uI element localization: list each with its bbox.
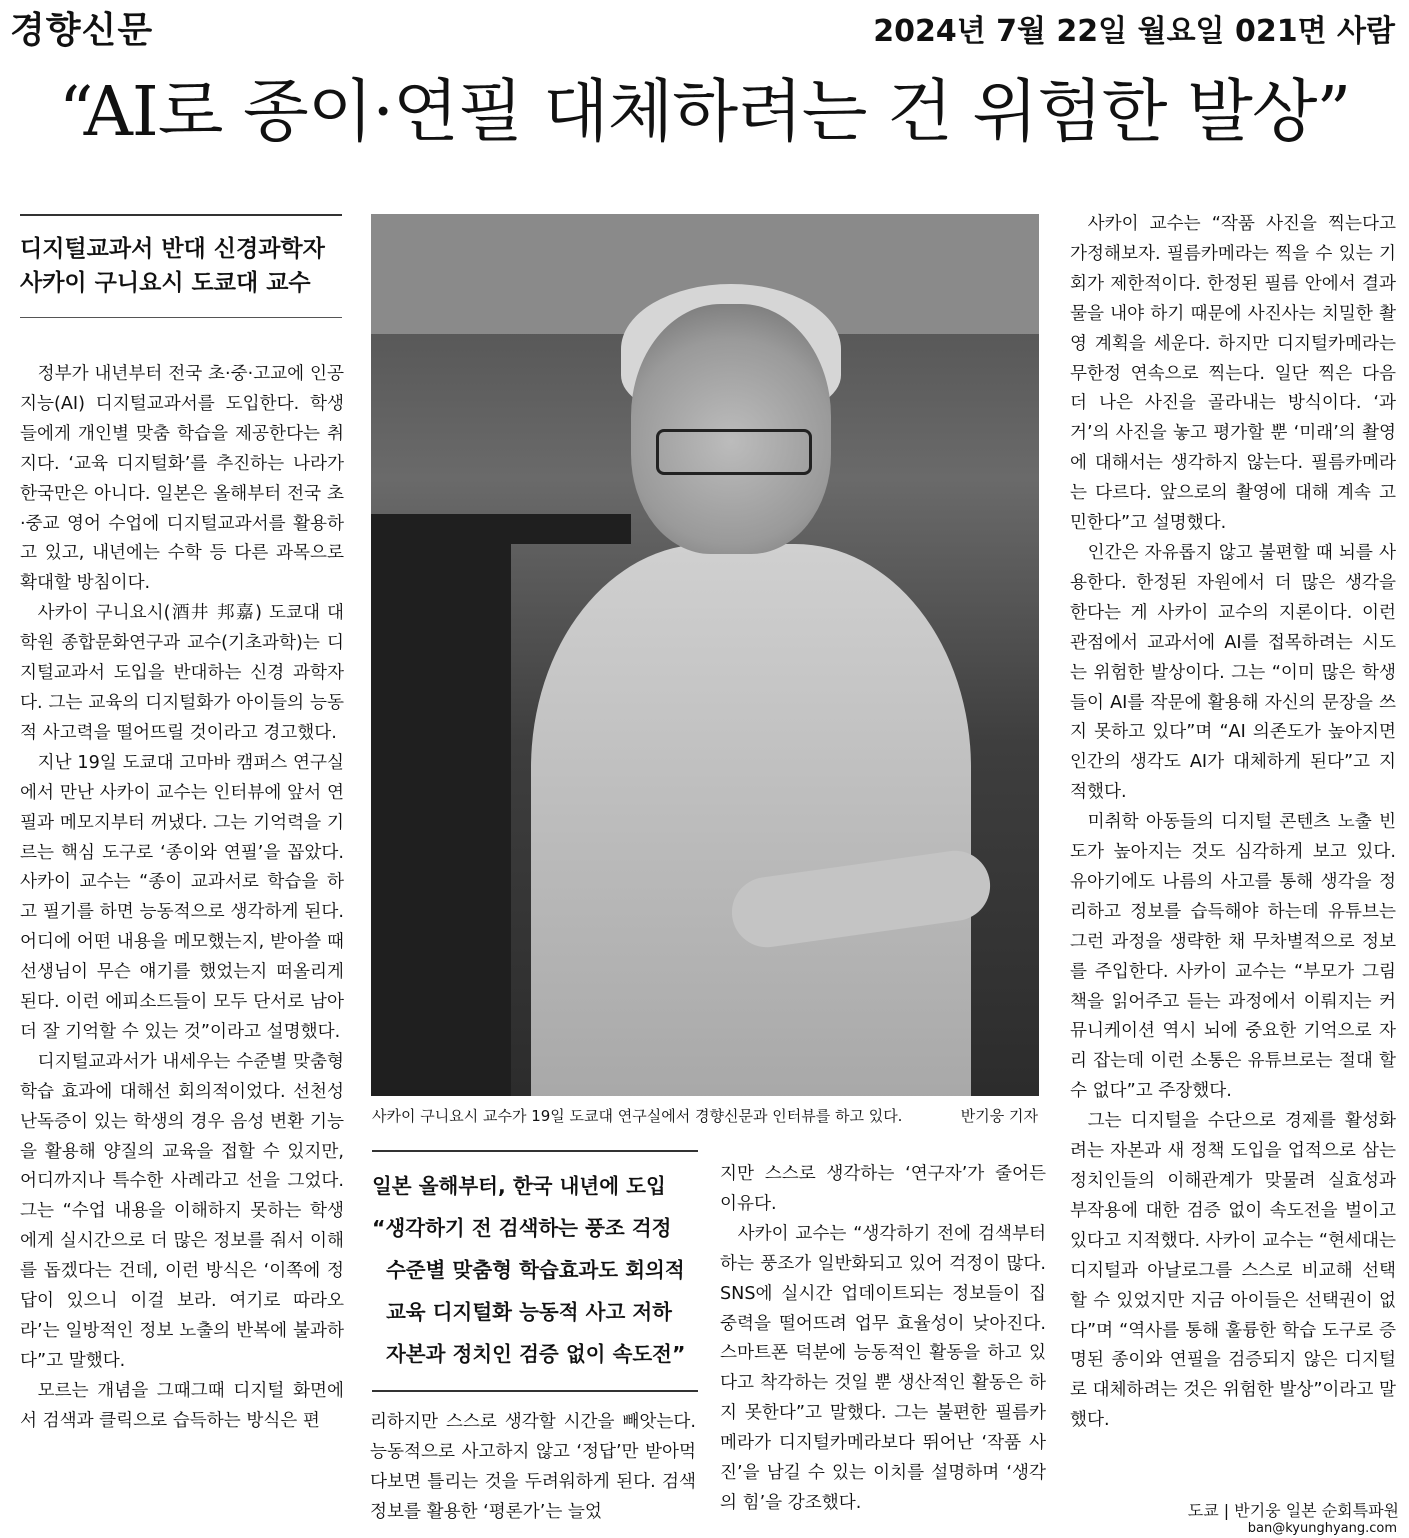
paragraph: 미취학 아동들의 디지털 콘텐츠 노출 빈도가 높아지는 것도 심각하게 보고 있다. 유아기에도 나름의 사고를 통해 생각을 정리하고 정보를 습득해야 하는데 유튜브는 그런 과정을 생략한 채 무차별적으로 정보를 주입한다. 사카이 교수는 “부모가 그림책을 읽어주고 듣는 과정에서 이뤄지는 커뮤니케이션 역시 뇌에 중요한 기억으로 자리 잡는데 이런 소통은 유튜브로는 절대 할 수 없다”고 주장했다. — [1070, 812, 1396, 1102]
pullquote-line: 수준별 맞춤형 학습효과도 회의적 — [386, 1258, 685, 1282]
article-column-4 — [1070, 210, 1396, 1500]
article-column-3 — [720, 1160, 1046, 1535]
paragraph: 모르는 개념을 그때그때 디지털 화면에서 검색과 클릭으로 습득하는 방식은 편 — [20, 1380, 344, 1431]
photo-bookcase — [371, 544, 511, 1096]
subhead-line-1: 디지털교과서 반대 신경과학자 — [20, 236, 325, 262]
photo-subject-body — [531, 544, 971, 1096]
paragraph: 지만 스스로 생각하는 ‘연구자’가 줄어든 이유다. — [720, 1164, 1046, 1214]
photo-subject-glasses — [656, 429, 812, 475]
headline: “AI로 종이·연필 대체하려는 건 위험한 발상” — [58, 73, 1351, 152]
subhead-top-rule — [20, 214, 342, 216]
byline: 도쿄 | 반기웅 일본 순회특파원 — [1187, 1501, 1399, 1520]
paragraph: 지난 19일 도쿄대 고마바 캠퍼스 연구실에서 만난 사카이 교수는 인터뷰에 앞서 연필과 메모지부터 꺼냈다. 그는 기억력을 기르는 핵심 도구로 ‘종이와 연필’을 꼽았다. 사카이 교수는 “종이 교과서로 학습을 하고 필기를 하면 능동적으로 생각하게 된다. 어디에 어떤 내용을 메모했는지, 받아쓸 때 선생님이 무슨 얘기를 했었는지 떠올리게 된다. 이런 에피소드들이 모두 단서로 남아 더 잘 기억할 수 있는 것”이라고 설명했다. — [20, 752, 344, 1042]
pullquote-line: 일본 올해부터, 한국 내년에 도입 — [372, 1174, 666, 1198]
subhead-bottom-rule — [20, 317, 342, 318]
pullquote-line: “생각하기 전 검색하는 풍조 걱정 — [372, 1216, 672, 1240]
subhead-line-2: 사카이 구니요시 도쿄대 교수 — [20, 270, 311, 296]
reporter-email[interactable]: ban@kyunghyang.com — [1247, 1521, 1397, 1536]
paragraph: 디지털교과서가 내세우는 수준별 맞춤형 학습 효과에 대해선 회의적이었다. 선천성 난독증이 있는 학생의 경우 음성 변환 기능을 활용해 양질의 교육을 접할 수 있지만, 어디까지나 특수한 사례라고 선을 그었다. 그는 “수업 내용을 이해하지 못하는 학생에게 실시간으로 더 많은 정보를 줘서 이해를 돕겠다는 건데, 이런 방식은 ‘이쪽에 정답이 있으니 이걸 보라. 여기로 따라오라’는 일방적인 정보 노출의 반복에 불과하다”고 말했다. — [20, 1051, 344, 1371]
pullquote-line: 교육 디지털화 능동적 사고 저하 — [386, 1300, 672, 1324]
paragraph: 사카이 교수는 “작품 사진을 찍는다고 가정해보자. 필름카메라는 찍을 수 있는 기회가 제한적이다. 한정된 필름 안에서 결과물을 내야 하기 때문에 사진사는 치밀한 촬영 계획을 세운다. 하지만 디지털카메라는 무한정 연속으로 찍는다. 일단 찍은 다음 더 나은 사진을 골라내는 방식이다. ‘과거’의 사진을 놓고 평가할 뿐 ‘미래’의 촬영에 대해서는 생각하지 않는다. 필름카메라는 다르다. 앞으로의 촬영에 대해 계속 고민한다”고 설명했다. — [1070, 214, 1396, 534]
paragraph: 사카이 구니요시(酒井 邦嘉) 도쿄대 대학원 종합문화연구과 교수(기초과학)는 디지털교과서 도입을 반대하는 신경 과학자다. 그는 교육의 디지털화가 아이들의 능동적 사고력을 떨어뜨릴 것이라고 경고했다. — [20, 603, 344, 743]
paragraph: 인간은 자유롭지 않고 불편할 때 뇌를 사용한다. 한정된 자원에서 더 많은 생각을 한다는 게 사카이 교수의 지론이다. 이런 관점에서 교과서에 AI를 접목하려는 시도는 위험한 발상이다. 그는 “이미 많은 학생들이 AI를 작문에 활용해 자신의 문장을 쓰지 못하고 있다”며 “AI 의존도가 높아지면 인간의 생각도 AI가 대체하게 된다”고 지적했다. — [1070, 542, 1396, 803]
photo-caption-text: 사카이 구니요시 교수가 19일 도쿄대 연구실에서 경향신문과 인터뷰를 하고 있다. — [372, 1107, 903, 1125]
photo-caption — [372, 1104, 1038, 1128]
paragraph: 리하지만 스스로 생각할 시간을 빼앗는다. 능동적으로 사고하지 않고 ‘정답’만 받아먹다보면 틀리는 것을 두려워하게 된다. 검색 정보를 활용한 ‘평론가’는 늘었 — [370, 1412, 696, 1522]
paragraph: 그는 디지털을 수단으로 경제를 활성화려는 자본과 새 정책 도입을 업적으로 삼는 정치인들의 이해관계가 맞물려 실효성과 부작용에 대한 검증 없이 속도전을 벌이고 있다고 지적했다. 사카이 교수는 “현세대는 디지털과 아날로그를 스스로 비교해 선택할 수 있었지만 지금 아이들은 선택권이 없다”며 “역사를 통해 훌륭한 학습 도구로 증명된 종이와 연필을 검증되지 않은 디지털로 대체하려는 것은 위험한 발상”이라고 말했다. — [1070, 1111, 1396, 1431]
pullquote — [372, 1165, 698, 1375]
pullquote-bottom-rule — [372, 1390, 698, 1392]
photo-credit: 반기웅 기자 — [960, 1107, 1038, 1125]
paragraph: 사카이 교수는 “생각하기 전에 검색부터 하는 풍조가 일반화되고 있어 걱정이 많다. SNS에 실시간 업데이트되는 정보들이 집중력을 떨어뜨려 업무 효율성이 낮아진다. 스마트폰 덕분에 능동적인 활동을 하고 있다고 착각하는 것일 뿐 생산적인 활동은 하지 못한다”고 말했다. 그는 불편한 필름카메라가 디지털카메라보다 뛰어난 ‘작품 사진’을 남길 수 있는 이치를 설명하며 ‘생각의 힘’을 강조했다. — [720, 1223, 1046, 1513]
paragraph: 정부가 내년부터 전국 초·중·고교에 인공지능(AI) 디지털교과서를 도입한다. 학생들에게 개인별 맞춤 학습을 제공한다는 취지다. ‘교육 디지털화’를 추진하는 나라가 한국만은 아니다. 일본은 올해부터 전국 초·중교 영어 수업에 디지털교과서를 활용하고 있고, 내년에는 수학 등 다른 과목으로 확대할 방침이다. — [20, 364, 344, 594]
article-column-1 — [20, 360, 344, 1535]
masthead: 경향신문 — [10, 9, 154, 51]
article-column-2 — [370, 1408, 696, 1538]
pullquote-top-rule — [372, 1150, 698, 1152]
interview-photo — [371, 214, 1039, 1096]
pullquote-line: 자본과 정치인 검증 없이 속도전” — [386, 1342, 686, 1366]
subhead — [20, 232, 342, 300]
photo-shelf — [371, 514, 631, 544]
dateline: 2024년 7월 22일 월요일 021면 사람 — [873, 14, 1395, 49]
